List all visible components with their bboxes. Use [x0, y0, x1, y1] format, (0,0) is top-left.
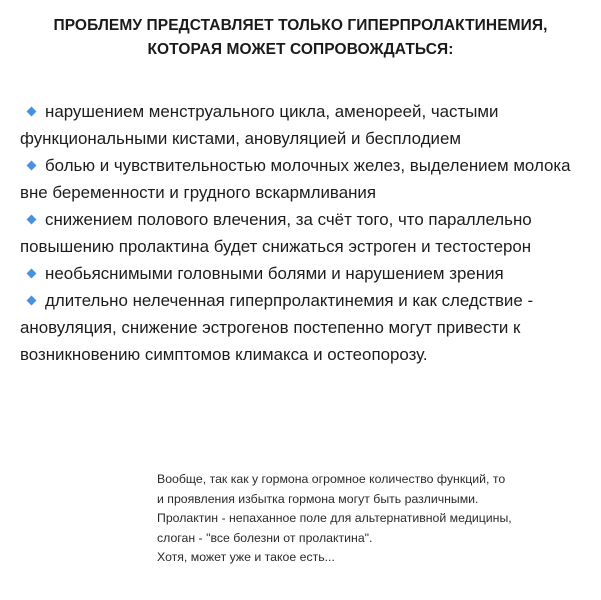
list-item — [20, 206, 590, 260]
title-line-1: ПРОБЛЕМУ ПРЕДСТАВЛЯЕТ ТОЛЬКО ГИПЕРПРОЛАКТИНЕМИЯ, — [53, 17, 548, 34]
list-item — [20, 287, 590, 368]
list-item-text: болью и чувствительностью молочных желез, выделением молока вне беременности и грудного вскармливания — [20, 156, 571, 202]
diamond-bullet-icon — [27, 296, 37, 306]
title-line-2: КОТОРАЯ МОЖЕТ СОПРОВОЖДАТЬСЯ: — [147, 41, 454, 58]
footnote — [157, 470, 587, 568]
diamond-bullet-icon — [27, 107, 37, 117]
diamond-bullet-icon — [27, 269, 37, 279]
list-item-text: снижением полового влечения, за счёт того, что параллельно повышению пролактина будет снижаться эстроген и тестостерон — [20, 210, 532, 256]
list-item — [20, 152, 590, 206]
footnote-line: и проявления избытка гормона могут быть различными. — [157, 491, 479, 506]
footnote-line: слоган - "все болезни от пролактина". — [157, 530, 373, 545]
diamond-bullet-icon — [27, 161, 37, 171]
footnote-line: Вообще, так как у гормона огромное количество функций, то — [157, 472, 506, 486]
symptom-list — [20, 98, 590, 368]
list-item-text: нарушением менструального цикла, аменореей, частыми функциональными кистами, ановуляцией и бесплодием — [20, 102, 499, 148]
list-item — [20, 260, 590, 287]
list-item — [20, 98, 590, 152]
diamond-bullet-icon — [27, 215, 37, 225]
list-item-text: необьяснимыми головными болями и нарушением зрения — [45, 264, 504, 283]
list-item-text: длительно нелеченная гиперпролактинемия и как следствие - ановуляция, снижение эстрогенов постепенно могут привести к возникновению симптомов климакса и остеопорозу. — [20, 291, 534, 364]
page-title — [0, 14, 601, 62]
footnote-line: Пролактин - непаханное поле для альтернативной медицины, — [157, 511, 512, 525]
footnote-line: Хотя, может уже и такое есть... — [157, 550, 335, 564]
